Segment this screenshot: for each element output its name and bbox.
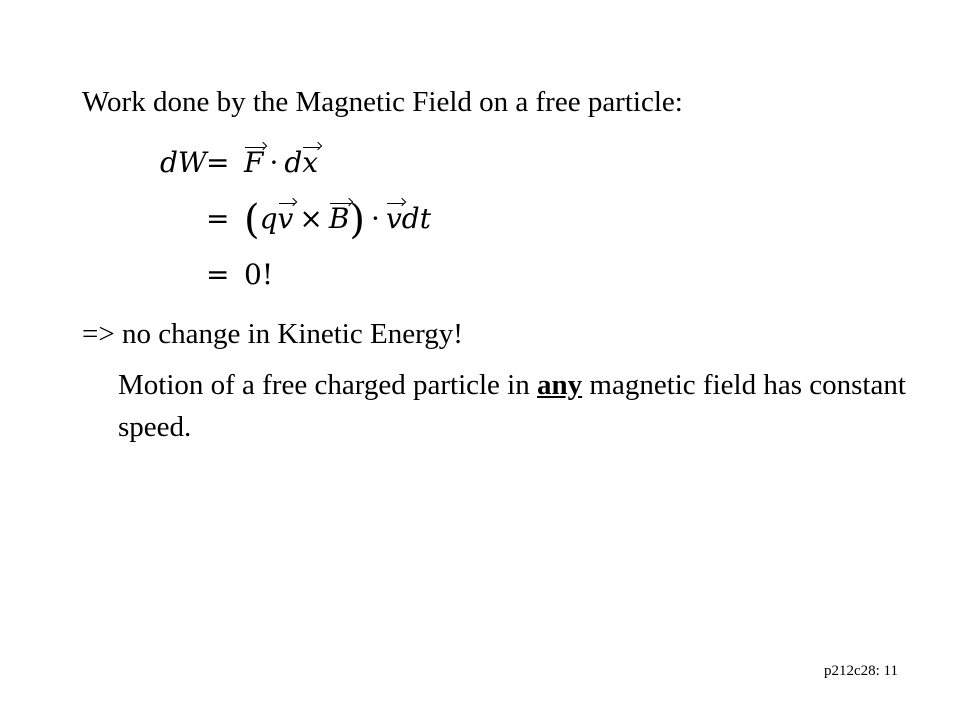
left-paren: ( xyxy=(244,197,260,243)
equals-sign: = xyxy=(206,146,230,179)
equation-rhs-2 xyxy=(244,197,431,243)
emphasis-any: any xyxy=(537,369,583,401)
point-text-end: magnetic field has constant speed. xyxy=(118,369,906,443)
right-paren: ) xyxy=(349,197,366,243)
dot-operator: · xyxy=(371,202,380,235)
displacement-vector: x xyxy=(302,146,319,179)
point-text-start: Motion of a free charged particle in xyxy=(118,369,537,401)
dt-term: dt xyxy=(401,202,431,235)
velocity-vector: v xyxy=(277,202,294,235)
slide-footer: p212c28: 11 xyxy=(823,663,898,679)
kinetic-energy-point: => no change in Kinetic Energy! xyxy=(82,318,463,350)
equals-sign: = xyxy=(206,258,230,291)
force-vector: F xyxy=(244,146,264,179)
constant-speed-point xyxy=(118,364,918,448)
equation-lhs: dW xyxy=(160,146,207,179)
equals-sign: = xyxy=(206,202,230,235)
displacement-d: d xyxy=(284,146,303,179)
equation-rhs-1 xyxy=(244,146,318,179)
charge-q: q xyxy=(259,202,278,235)
dot-operator: · xyxy=(269,146,279,179)
slide-heading: Work done by the Magnetic Field on a free particle: xyxy=(82,86,683,118)
equation-rhs-3: 0! xyxy=(244,258,274,291)
field-vector: B xyxy=(328,202,350,235)
velocity-vector: v xyxy=(385,202,402,235)
cross-operator: × xyxy=(299,202,323,235)
